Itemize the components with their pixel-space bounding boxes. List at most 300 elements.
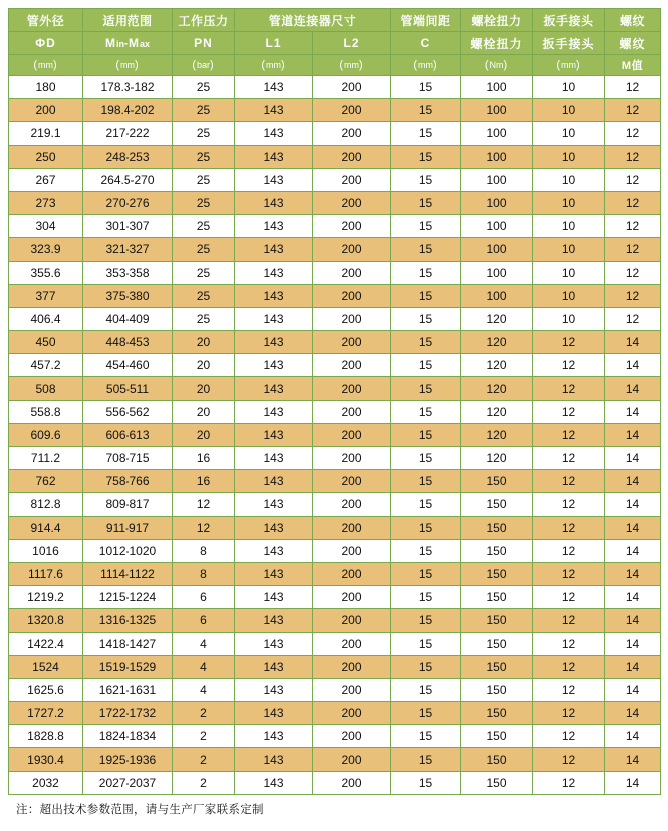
cell-l2: 200 xyxy=(313,307,391,330)
cell-outer-diameter: 1016 xyxy=(9,539,83,562)
cell-wrench-socket: 10 xyxy=(533,122,605,145)
cell-bolt-torque: 120 xyxy=(461,307,533,330)
footnote: 注：超出技术参数范围，请与生产厂家联系定制 xyxy=(16,803,264,816)
table-row xyxy=(9,539,661,562)
table-row xyxy=(9,423,661,446)
table-row xyxy=(9,122,661,145)
cell-l2: 200 xyxy=(313,771,391,794)
cell-c: 15 xyxy=(391,539,461,562)
cell-outer-diameter: 355.6 xyxy=(9,261,83,284)
cell-l1: 143 xyxy=(235,307,313,330)
cell-l1: 143 xyxy=(235,539,313,562)
cell-l1: 143 xyxy=(235,423,313,446)
table-row xyxy=(9,99,661,122)
cell-range: 1519-1529 xyxy=(83,655,173,678)
cell-bolt-torque: 150 xyxy=(461,539,533,562)
header-thread: 螺纹 xyxy=(605,9,661,32)
cell-thread: 14 xyxy=(605,470,661,493)
unit-bolt-torque: (Nm) xyxy=(461,55,533,76)
cell-l2: 200 xyxy=(313,447,391,470)
cell-l1: 143 xyxy=(235,377,313,400)
cell-bolt-torque: 100 xyxy=(461,168,533,191)
cell-bolt-torque: 120 xyxy=(461,423,533,446)
cell-l1: 143 xyxy=(235,145,313,168)
header-outer-diameter: 管外径 xyxy=(9,9,83,32)
cell-bolt-torque: 100 xyxy=(461,284,533,307)
cell-thread: 14 xyxy=(605,678,661,701)
cell-wrench-socket: 12 xyxy=(533,400,605,423)
cell-thread: 12 xyxy=(605,76,661,99)
cell-bolt-torque: 150 xyxy=(461,586,533,609)
unit-range: (mm) xyxy=(83,55,173,76)
cell-thread: 14 xyxy=(605,354,661,377)
cell-pn: 25 xyxy=(173,284,235,307)
header-working-pressure: 工作压力 xyxy=(173,9,235,32)
cell-pn: 25 xyxy=(173,215,235,238)
cell-wrench-socket: 10 xyxy=(533,238,605,261)
cell-wrench-socket: 12 xyxy=(533,447,605,470)
cell-wrench-socket: 12 xyxy=(533,562,605,585)
cell-bolt-torque: 150 xyxy=(461,609,533,632)
cell-outer-diameter: 273 xyxy=(9,191,83,214)
cell-wrench-socket: 12 xyxy=(533,493,605,516)
cell-pn: 6 xyxy=(173,609,235,632)
cell-bolt-torque: 100 xyxy=(461,261,533,284)
cell-l2: 200 xyxy=(313,702,391,725)
table-row xyxy=(9,400,661,423)
table-row xyxy=(9,377,661,400)
cell-c: 15 xyxy=(391,748,461,771)
cell-thread: 14 xyxy=(605,748,661,771)
cell-l1: 143 xyxy=(235,655,313,678)
cell-c: 15 xyxy=(391,771,461,794)
cell-bolt-torque: 150 xyxy=(461,493,533,516)
cell-wrench-socket: 12 xyxy=(533,655,605,678)
cell-wrench-socket: 12 xyxy=(533,539,605,562)
cell-wrench-socket: 12 xyxy=(533,423,605,446)
cell-l2: 200 xyxy=(313,76,391,99)
cell-outer-diameter: 1625.6 xyxy=(9,678,83,701)
cell-l2: 200 xyxy=(313,284,391,307)
header-coupler-size: 管道连接器尺寸 xyxy=(235,9,391,32)
cell-outer-diameter: 304 xyxy=(9,215,83,238)
cell-c: 15 xyxy=(391,632,461,655)
cell-l1: 143 xyxy=(235,678,313,701)
header-row-symbols xyxy=(9,32,661,55)
cell-pn: 16 xyxy=(173,470,235,493)
symbol-l2: L2 xyxy=(313,32,391,55)
cell-outer-diameter: 406.4 xyxy=(9,307,83,330)
cell-l2: 200 xyxy=(313,609,391,632)
cell-l2: 200 xyxy=(313,168,391,191)
cell-wrench-socket: 10 xyxy=(533,284,605,307)
cell-outer-diameter: 762 xyxy=(9,470,83,493)
cell-bolt-torque: 150 xyxy=(461,470,533,493)
cell-wrench-socket: 10 xyxy=(533,76,605,99)
cell-bolt-torque: 120 xyxy=(461,377,533,400)
cell-wrench-socket: 10 xyxy=(533,261,605,284)
cell-outer-diameter: 558.8 xyxy=(9,400,83,423)
cell-range: 375-380 xyxy=(83,284,173,307)
table-row xyxy=(9,447,661,470)
cell-wrench-socket: 12 xyxy=(533,678,605,701)
cell-thread: 14 xyxy=(605,377,661,400)
cell-pn: 25 xyxy=(173,168,235,191)
cell-wrench-socket: 12 xyxy=(533,771,605,794)
cell-l2: 200 xyxy=(313,632,391,655)
cell-range: 606-613 xyxy=(83,423,173,446)
cell-outer-diameter: 1117.6 xyxy=(9,562,83,585)
unit-l2: (mm) xyxy=(313,55,391,76)
cell-thread: 12 xyxy=(605,191,661,214)
cell-pn: 20 xyxy=(173,354,235,377)
cell-l1: 143 xyxy=(235,400,313,423)
cell-bolt-torque: 150 xyxy=(461,748,533,771)
cell-l2: 200 xyxy=(313,400,391,423)
cell-l1: 143 xyxy=(235,191,313,214)
table-row xyxy=(9,284,661,307)
cell-range: 198.4-202 xyxy=(83,99,173,122)
cell-thread: 12 xyxy=(605,99,661,122)
cell-c: 15 xyxy=(391,331,461,354)
cell-pn: 12 xyxy=(173,516,235,539)
cell-pn: 20 xyxy=(173,423,235,446)
symbol-min-max: Min-Max xyxy=(83,32,173,55)
cell-bolt-torque: 120 xyxy=(461,447,533,470)
cell-l2: 200 xyxy=(313,331,391,354)
cell-pn: 20 xyxy=(173,400,235,423)
cell-thread: 14 xyxy=(605,331,661,354)
cell-pn: 2 xyxy=(173,702,235,725)
cell-c: 15 xyxy=(391,400,461,423)
cell-thread: 14 xyxy=(605,400,661,423)
table-row xyxy=(9,354,661,377)
cell-pn: 12 xyxy=(173,493,235,516)
cell-l2: 200 xyxy=(313,145,391,168)
cell-l1: 143 xyxy=(235,238,313,261)
cell-c: 15 xyxy=(391,168,461,191)
symbol-wrench-socket: 扳手接头 xyxy=(533,32,605,55)
cell-l2: 200 xyxy=(313,354,391,377)
table-body xyxy=(9,76,661,795)
cell-bolt-torque: 100 xyxy=(461,191,533,214)
cell-c: 15 xyxy=(391,725,461,748)
pipe-spec-table xyxy=(8,8,661,795)
cell-outer-diameter: 1219.2 xyxy=(9,586,83,609)
cell-c: 15 xyxy=(391,470,461,493)
cell-pn: 25 xyxy=(173,261,235,284)
cell-l1: 143 xyxy=(235,702,313,725)
unit-outer-diameter: (mm) xyxy=(9,55,83,76)
cell-bolt-torque: 100 xyxy=(461,122,533,145)
cell-l2: 200 xyxy=(313,678,391,701)
cell-thread: 12 xyxy=(605,284,661,307)
cell-pn: 4 xyxy=(173,632,235,655)
cell-outer-diameter: 1524 xyxy=(9,655,83,678)
symbol-phi-d: ΦD xyxy=(9,32,83,55)
cell-range: 1418-1427 xyxy=(83,632,173,655)
cell-range: 321-327 xyxy=(83,238,173,261)
cell-pn: 25 xyxy=(173,76,235,99)
cell-thread: 12 xyxy=(605,168,661,191)
cell-pn: 25 xyxy=(173,191,235,214)
cell-bolt-torque: 150 xyxy=(461,632,533,655)
table-row xyxy=(9,562,661,585)
cell-c: 15 xyxy=(391,215,461,238)
cell-bolt-torque: 150 xyxy=(461,678,533,701)
unit-thread: M值 xyxy=(605,55,661,76)
cell-c: 15 xyxy=(391,377,461,400)
cell-l1: 143 xyxy=(235,609,313,632)
cell-outer-diameter: 219.1 xyxy=(9,122,83,145)
cell-c: 15 xyxy=(391,76,461,99)
cell-thread: 12 xyxy=(605,122,661,145)
cell-c: 15 xyxy=(391,261,461,284)
cell-pn: 25 xyxy=(173,145,235,168)
header-wrench-socket: 扳手接头 xyxy=(533,9,605,32)
symbol-thread: 螺纹 xyxy=(605,32,661,55)
table-row xyxy=(9,586,661,609)
header-range: 适用范围 xyxy=(83,9,173,32)
table-row xyxy=(9,702,661,725)
cell-pn: 8 xyxy=(173,562,235,585)
cell-outer-diameter: 1828.8 xyxy=(9,725,83,748)
cell-wrench-socket: 10 xyxy=(533,99,605,122)
cell-l1: 143 xyxy=(235,76,313,99)
cell-range: 708-715 xyxy=(83,447,173,470)
cell-outer-diameter: 200 xyxy=(9,99,83,122)
cell-bolt-torque: 150 xyxy=(461,771,533,794)
cell-c: 15 xyxy=(391,516,461,539)
cell-c: 15 xyxy=(391,423,461,446)
cell-bolt-torque: 150 xyxy=(461,516,533,539)
cell-thread: 12 xyxy=(605,307,661,330)
cell-wrench-socket: 10 xyxy=(533,168,605,191)
cell-l1: 143 xyxy=(235,493,313,516)
cell-wrench-socket: 12 xyxy=(533,470,605,493)
cell-outer-diameter: 250 xyxy=(9,145,83,168)
cell-l2: 200 xyxy=(313,423,391,446)
cell-thread: 12 xyxy=(605,145,661,168)
cell-c: 15 xyxy=(391,354,461,377)
cell-c: 15 xyxy=(391,447,461,470)
cell-pn: 20 xyxy=(173,377,235,400)
header-bolt-torque: 螺栓扭力 xyxy=(461,9,533,32)
unit-wrench-socket: (mm) xyxy=(533,55,605,76)
cell-c: 15 xyxy=(391,307,461,330)
cell-range: 911-917 xyxy=(83,516,173,539)
cell-thread: 12 xyxy=(605,215,661,238)
cell-outer-diameter: 508 xyxy=(9,377,83,400)
symbol-c: C xyxy=(391,32,461,55)
cell-range: 1215-1224 xyxy=(83,586,173,609)
cell-c: 15 xyxy=(391,493,461,516)
unit-pressure: (bar) xyxy=(173,55,235,76)
cell-outer-diameter: 457.2 xyxy=(9,354,83,377)
cell-c: 15 xyxy=(391,99,461,122)
unit-l1: (mm) xyxy=(235,55,313,76)
cell-outer-diameter: 267 xyxy=(9,168,83,191)
cell-bolt-torque: 150 xyxy=(461,725,533,748)
cell-range: 2027-2037 xyxy=(83,771,173,794)
cell-l2: 200 xyxy=(313,516,391,539)
cell-outer-diameter: 914.4 xyxy=(9,516,83,539)
table-row xyxy=(9,748,661,771)
cell-pn: 20 xyxy=(173,331,235,354)
table-row xyxy=(9,725,661,748)
cell-range: 1621-1631 xyxy=(83,678,173,701)
cell-thread: 14 xyxy=(605,702,661,725)
cell-outer-diameter: 2032 xyxy=(9,771,83,794)
cell-l2: 200 xyxy=(313,215,391,238)
table-row xyxy=(9,168,661,191)
cell-l2: 200 xyxy=(313,493,391,516)
cell-l1: 143 xyxy=(235,725,313,748)
cell-l2: 200 xyxy=(313,539,391,562)
cell-pn: 25 xyxy=(173,238,235,261)
cell-l1: 143 xyxy=(235,748,313,771)
table-row xyxy=(9,261,661,284)
cell-c: 15 xyxy=(391,284,461,307)
symbol-bolt-torque: 螺栓扭力 xyxy=(461,32,533,55)
cell-range: 404-409 xyxy=(83,307,173,330)
unit-c: (mm) xyxy=(391,55,461,76)
table-row xyxy=(9,76,661,99)
cell-l1: 143 xyxy=(235,562,313,585)
cell-outer-diameter: 1930.4 xyxy=(9,748,83,771)
cell-c: 15 xyxy=(391,238,461,261)
cell-l2: 200 xyxy=(313,748,391,771)
cell-c: 15 xyxy=(391,145,461,168)
cell-range: 556-562 xyxy=(83,400,173,423)
cell-pn: 6 xyxy=(173,586,235,609)
cell-range: 758-766 xyxy=(83,470,173,493)
cell-wrench-socket: 12 xyxy=(533,748,605,771)
table-row xyxy=(9,215,661,238)
cell-pn: 25 xyxy=(173,307,235,330)
cell-thread: 12 xyxy=(605,261,661,284)
table-row xyxy=(9,307,661,330)
cell-c: 15 xyxy=(391,678,461,701)
cell-thread: 14 xyxy=(605,632,661,655)
cell-l1: 143 xyxy=(235,586,313,609)
cell-bolt-torque: 100 xyxy=(461,145,533,168)
cell-pn: 2 xyxy=(173,771,235,794)
cell-range: 1316-1325 xyxy=(83,609,173,632)
table-row xyxy=(9,145,661,168)
cell-thread: 14 xyxy=(605,423,661,446)
cell-l1: 143 xyxy=(235,99,313,122)
cell-pn: 25 xyxy=(173,122,235,145)
cell-wrench-socket: 12 xyxy=(533,632,605,655)
cell-l2: 200 xyxy=(313,586,391,609)
cell-outer-diameter: 812.8 xyxy=(9,493,83,516)
cell-range: 217-222 xyxy=(83,122,173,145)
cell-l2: 200 xyxy=(313,191,391,214)
table-row xyxy=(9,493,661,516)
cell-bolt-torque: 100 xyxy=(461,215,533,238)
cell-wrench-socket: 12 xyxy=(533,354,605,377)
cell-outer-diameter: 1422.4 xyxy=(9,632,83,655)
cell-range: 1925-1936 xyxy=(83,748,173,771)
cell-wrench-socket: 12 xyxy=(533,516,605,539)
cell-thread: 14 xyxy=(605,562,661,585)
cell-wrench-socket: 12 xyxy=(533,377,605,400)
cell-thread: 14 xyxy=(605,539,661,562)
cell-thread: 14 xyxy=(605,493,661,516)
cell-thread: 14 xyxy=(605,586,661,609)
cell-l1: 143 xyxy=(235,516,313,539)
cell-l1: 143 xyxy=(235,447,313,470)
cell-c: 15 xyxy=(391,609,461,632)
table-row xyxy=(9,470,661,493)
table-row xyxy=(9,331,661,354)
cell-range: 809-817 xyxy=(83,493,173,516)
table-row xyxy=(9,632,661,655)
cell-l2: 200 xyxy=(313,238,391,261)
cell-outer-diameter: 377 xyxy=(9,284,83,307)
cell-l1: 143 xyxy=(235,470,313,493)
cell-range: 454-460 xyxy=(83,354,173,377)
cell-outer-diameter: 1320.8 xyxy=(9,609,83,632)
table-row xyxy=(9,655,661,678)
cell-pn: 2 xyxy=(173,725,235,748)
cell-bolt-torque: 120 xyxy=(461,400,533,423)
table-header xyxy=(9,9,661,76)
table-row xyxy=(9,191,661,214)
cell-l2: 200 xyxy=(313,562,391,585)
cell-pn: 8 xyxy=(173,539,235,562)
cell-wrench-socket: 12 xyxy=(533,586,605,609)
cell-pn: 4 xyxy=(173,655,235,678)
table-row xyxy=(9,771,661,794)
cell-range: 301-307 xyxy=(83,215,173,238)
cell-outer-diameter: 180 xyxy=(9,76,83,99)
cell-bolt-torque: 120 xyxy=(461,354,533,377)
cell-wrench-socket: 10 xyxy=(533,215,605,238)
header-pipe-gap: 管端间距 xyxy=(391,9,461,32)
cell-outer-diameter: 711.2 xyxy=(9,447,83,470)
cell-bolt-torque: 100 xyxy=(461,238,533,261)
cell-range: 248-253 xyxy=(83,145,173,168)
cell-range: 270-276 xyxy=(83,191,173,214)
cell-wrench-socket: 10 xyxy=(533,307,605,330)
cell-l1: 143 xyxy=(235,261,313,284)
cell-bolt-torque: 120 xyxy=(461,331,533,354)
cell-range: 264.5-270 xyxy=(83,168,173,191)
cell-c: 15 xyxy=(391,122,461,145)
cell-pn: 2 xyxy=(173,748,235,771)
cell-wrench-socket: 12 xyxy=(533,609,605,632)
cell-l2: 200 xyxy=(313,725,391,748)
cell-l1: 143 xyxy=(235,632,313,655)
cell-thread: 14 xyxy=(605,771,661,794)
header-row-titles xyxy=(9,9,661,32)
cell-range: 1722-1732 xyxy=(83,702,173,725)
cell-c: 15 xyxy=(391,191,461,214)
cell-l2: 200 xyxy=(313,377,391,400)
cell-thread: 14 xyxy=(605,655,661,678)
cell-l1: 143 xyxy=(235,771,313,794)
cell-thread: 14 xyxy=(605,609,661,632)
cell-l1: 143 xyxy=(235,215,313,238)
cell-l1: 143 xyxy=(235,168,313,191)
cell-range: 1012-1020 xyxy=(83,539,173,562)
cell-outer-diameter: 450 xyxy=(9,331,83,354)
cell-pn: 25 xyxy=(173,99,235,122)
cell-wrench-socket: 12 xyxy=(533,702,605,725)
cell-outer-diameter: 323.9 xyxy=(9,238,83,261)
